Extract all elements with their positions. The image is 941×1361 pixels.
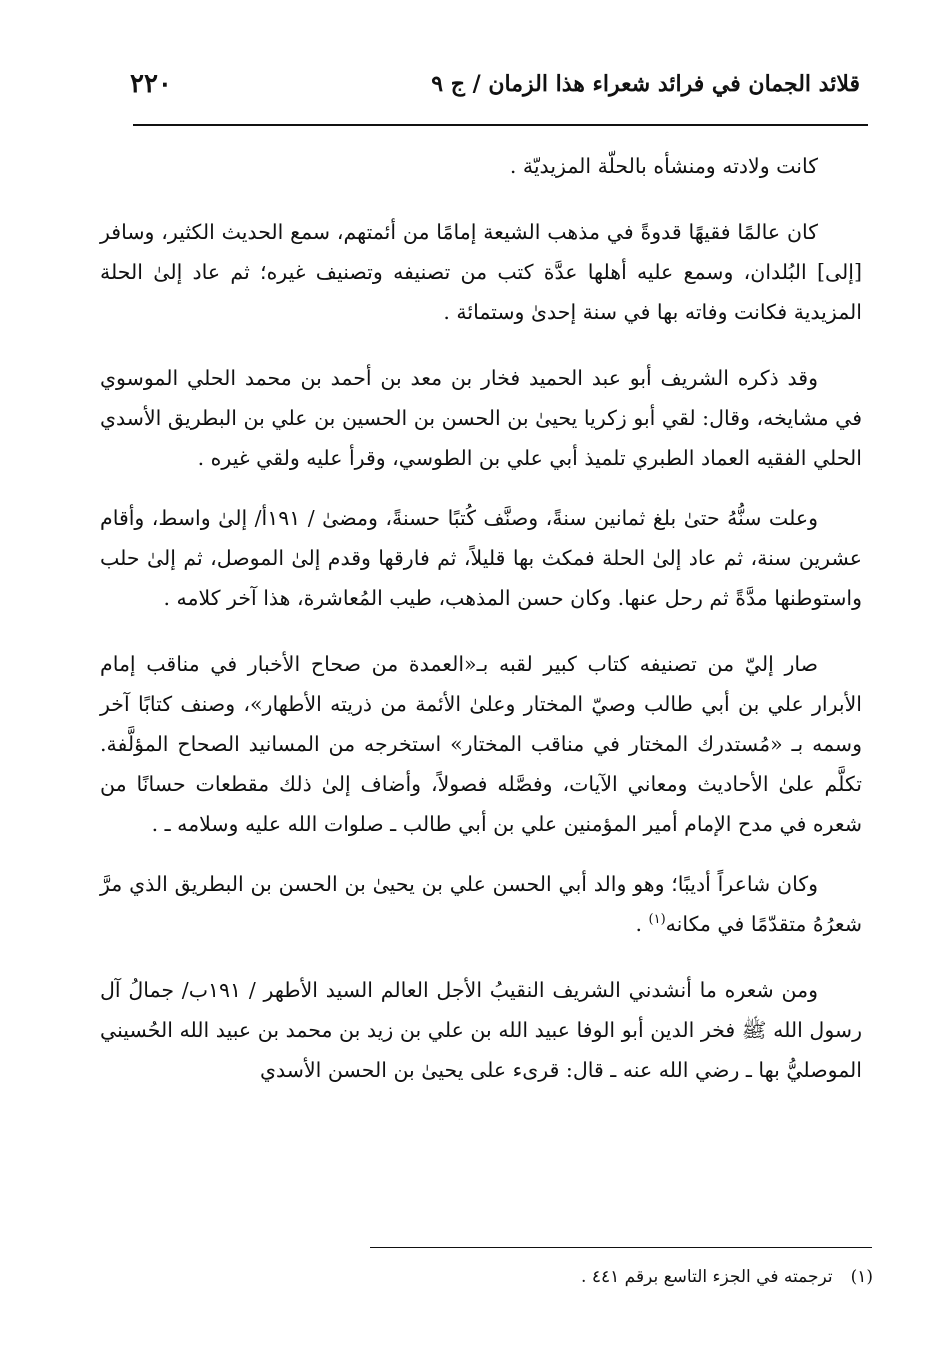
paragraph-6 xyxy=(100,864,862,944)
header-divider xyxy=(133,124,868,126)
paragraph-6-text: وكان شاعراً أديبًا؛ وهو والد أبي الحسن علي بن يحيىٰ بن الحسن بن البطريق الذي مرَّ شعرُهُ متقدّمًا في مكانه xyxy=(100,872,862,936)
paragraph-7: ومن شعره ما أنشدني الشريف النقيبُ الأجل العالم السيد الأطهر / ١٩١ب/ جمالُ آل رسول الله ﷺ فخر الدين أبو الوفا عبيد الله بن علي بن زيد بن محمد بن عبيد الله الحُسيني الموصليُّ بها ـ رضي الله عنه ـ قال: قرىء على يحيىٰ بن الحسن الأسدي xyxy=(100,978,862,1082)
paragraph-4: وعلت سنُّهُ حتىٰ بلغ ثمانين سنةً، وصنَّف كُتبًا حسنةً، ومضىٰ / ١٩١أ/ إلىٰ واسط، وأقام عشرين سنة، ثم عاد إلىٰ الحلة فمكث بها قليلاً، ثم فارقها وقدم إلىٰ الموصل، ثم إلىٰ حلب واستوطنها مدَّةً ثم رحل عنها. وكان حسن المذهب، طيب المُعاشرة، هذا آخر كلامه . xyxy=(100,506,862,610)
footnote-text: ترجمته في الجزء التاسع برقم ٤٤١ . xyxy=(581,1267,833,1287)
page-number: ٢٢٠ xyxy=(130,69,172,99)
paragraph-5: صار إليّ من تصنيفه كتاب كبير لقبه بـ«العمدة من صحاح الأخبار في مناقب إمام الأبرار علي بن أبي طالب وصيّ المختار وعلىٰ الأئمة من ذريته الأطهار»، وصنف كتابًا آخر وسمه بـ «مُستدرك المختار في مناقب المختار» استخرجه من المسانيد الصحاح المؤلَّفة. تكلَّم علىٰ الأحاديث ومعاني الآيات، وفصَّله فصولاً، وأضاف إلىٰ ذلك مقطعات حسانًا من شعره في مدح الإمام أمير المؤمنين علي بن أبي طالب ـ صلوات الله عليه وسلامه ـ . xyxy=(100,652,862,836)
paragraph-2: كان عالمًا فقيهًا قدوةً في مذهب الشيعة إمامًا من أئمتهم، سمع الحديث الكثير، وسافر [إلى] البُلدان، وسمع عليه أهلها عدَّة كتب من تصنيفه وتصنيف غيره؛ ثم عاد إلىٰ الحلة المزيدية فكانت وفاته بها في سنة إحدىٰ وستمائة . xyxy=(100,220,862,324)
paragraph-1: كانت ولادته ومنشأه بالحلّة المزيديّة . xyxy=(509,154,818,178)
paragraph-3: وقد ذكره الشريف أبو عبد الحميد فخار بن معد بن أحمد بن محمد الحلي الموسوي في مشايخه، وقال: لقي أبو زكريا يحيىٰ بن الحسن بن الحسين بن علي بن البطريق الأسدي الحلي الفقيه العماد الطبري تلميذ أبي علي بن الطوسي، وقرأ عليه ولقي غيره . xyxy=(100,366,862,470)
page-header xyxy=(130,64,860,104)
body-text xyxy=(100,146,862,1090)
footnote-divider xyxy=(370,1247,872,1248)
footnote-number: (١) xyxy=(850,1267,873,1287)
running-title: قلائد الجمان في فرائد شعراء هذا الزمان / ج ٩ xyxy=(431,71,860,97)
footnote xyxy=(173,1264,873,1290)
paragraph-6-end: . xyxy=(635,912,649,936)
footnote-reference[interactable]: (١) xyxy=(648,912,666,928)
